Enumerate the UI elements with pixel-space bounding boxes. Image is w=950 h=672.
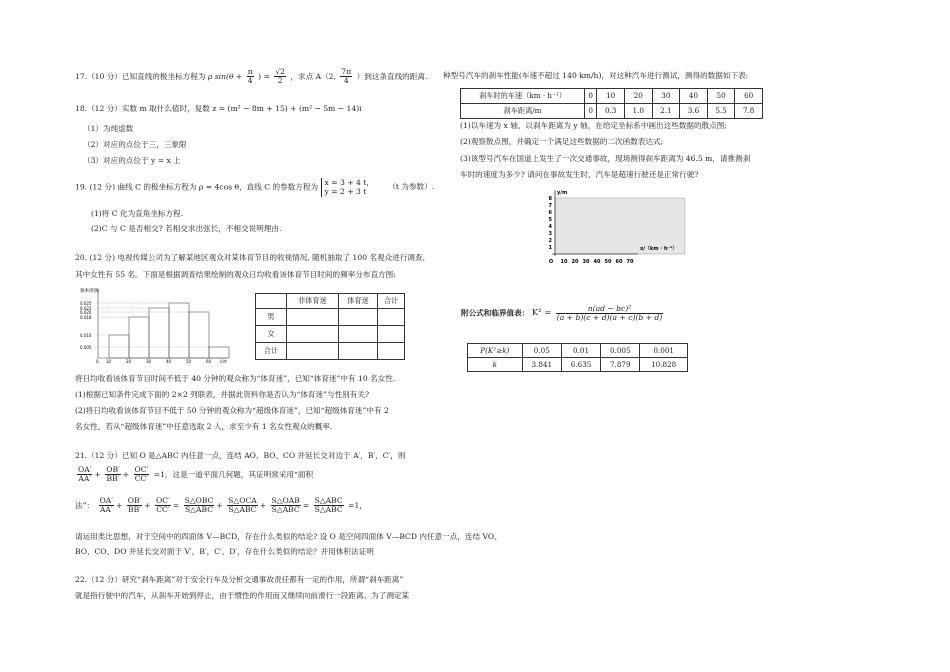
speed-cell: 0 xyxy=(585,89,597,104)
appendix-formula xyxy=(461,305,665,323)
crit-cell: 0.01 xyxy=(561,344,600,358)
hist-ytick: 0.010 xyxy=(80,333,92,338)
speed-cell: 30 xyxy=(652,89,680,104)
q22-line-1: 22.（12 分）研究“刹车距离”对于安全行车及分析交通事故责任都有一定的作用，所谓“刹车距离” xyxy=(75,575,404,584)
plot-xtick: O xyxy=(548,259,554,265)
crit-cell: 6.635 xyxy=(561,358,600,372)
hist-ytick: 0.005 xyxy=(80,345,92,350)
crit-cell: P(K²≥k) xyxy=(468,344,523,358)
q20-line-2: 其中女性有 55 名。下面是根据调查结果绘制的观众日均收看该体育节目时间的频率分布直方图: xyxy=(75,270,396,279)
q18-item-3: （3）对应的点位于 y = x 上 xyxy=(83,156,181,165)
q22-item-3: (3)该型号汽车在国道上发生了一次交通事故，现场测得刹车距离为 46.5 m，请推测刹 xyxy=(460,154,751,163)
dist-cell: 3.6 xyxy=(680,104,708,119)
plot-xlabel: x/（km · h⁻¹） xyxy=(640,246,678,252)
q17-frac-sqrt2: $\frac{√2}{2}$ xyxy=(275,67,285,86)
plot-ytick: 7 xyxy=(548,203,552,209)
q21-frac: $\frac{OA'}{AA'}$ xyxy=(99,496,113,515)
hist-ytick: 0.020 xyxy=(80,310,92,315)
crit-cell: 3.841 xyxy=(522,358,561,372)
q22-line-2: 就是指行驶中的汽车，从刹车开始到停止，由于惯性的作用而又继续向前滑行一段距离。为了测定某 xyxy=(75,591,410,600)
q21-line-3-head: 法”： xyxy=(75,500,95,510)
q21-frac: $\frac{OC'}{CC'}$ xyxy=(134,465,149,484)
q21-line-5: BO、CO、DO 并延长交对面于 V′，B′，C′，D′，存在什么类似的结论？并用体积法证明 xyxy=(75,547,374,556)
q17-frac-7pi4: $\frac{7\pi}{4}$ xyxy=(341,67,352,86)
plot-xtick: 70 xyxy=(626,259,634,265)
table-row-label: 男 xyxy=(256,309,287,326)
q17-frac-pi4: $\frac{\pi}{4}$ xyxy=(247,67,253,86)
q22-item-1: (1)以车速为 x 轴，以刹车距离为 y 轴，在给定坐标系中画出这些数据的散点图; xyxy=(460,121,727,130)
q21-line-2: $\frac{OA'}{AA'}$ + $\frac{OB'}{BB'}$ + $\frac{OC'}{CC'}$ =1，这是一道平面几何题，其证明常采用“面积 xyxy=(78,465,314,484)
q21-frac: $\frac{OC'}{CC'}$ xyxy=(156,496,170,515)
table-row-label: 女 xyxy=(256,326,287,343)
table-header: 合计 xyxy=(378,294,405,309)
q17-tail: ）到这条直线的距离. xyxy=(356,71,428,81)
q21-area-frac: $\frac{\text{S△OCA}}{\text{S△ABC}}$ xyxy=(228,496,257,515)
dist-label: 刹车距离/m xyxy=(461,104,585,119)
q21-line-2-tail: =1，这是一道平面几何题，其证明常采用“面积 xyxy=(153,469,314,479)
q18-item-2: （2）对应的点位于三，三象限 xyxy=(83,140,187,149)
hist-xtick: 30 xyxy=(146,359,152,364)
plot-ytick: 2 xyxy=(548,238,552,244)
speed-cell: 10 xyxy=(597,89,625,104)
crit-cell: k xyxy=(468,358,523,372)
hist-xtick: 40 xyxy=(166,359,172,364)
dist-cell: 2.1 xyxy=(652,104,680,119)
crit-cell: 0.001 xyxy=(640,344,688,358)
q22-plot-area xyxy=(540,186,720,270)
plot-ytick: 6 xyxy=(548,210,552,216)
q21-area-frac: $\frac{\text{S△OAB}}{\text{S△ABC}}$ xyxy=(271,496,300,515)
speed-cell: 20 xyxy=(624,89,652,104)
hist-xtick: 20 xyxy=(126,359,132,364)
plot-xtick: 20 xyxy=(571,259,579,265)
plot-xtick: 40 xyxy=(593,259,601,265)
q21-frac: $\frac{OB'}{BB'}$ xyxy=(106,465,120,484)
q21-line-3-tail: =1， xyxy=(348,500,367,510)
q17-eq-mid: ) = xyxy=(258,71,270,81)
plot-xtick: 30 xyxy=(582,259,590,265)
q22-item-4: 车时的速度为多少? 请问在事故发生时，汽车是超速行驶还是正常行驶? xyxy=(460,170,699,179)
dist-cell: 7.8 xyxy=(735,104,763,119)
hist-ytick: 0.025 xyxy=(80,301,92,306)
table-header: 非体育迷 xyxy=(287,294,339,309)
q20-line-1: 20. (12 分) 电视传媒公司为了解某地区观众对某体育节目的收视情况, 随机抽取了 100 名观众进行调查, xyxy=(75,253,426,262)
q19 xyxy=(75,178,434,197)
speed-cell: 50 xyxy=(707,89,735,104)
hist-xtick: 50 xyxy=(186,359,192,364)
crit-cell: 0.005 xyxy=(601,344,640,358)
q21-frac: $\frac{OA'}{AA'}$ xyxy=(78,465,92,484)
crit-cell: 10.828 xyxy=(640,358,688,372)
plot-ytick: 8 xyxy=(548,196,552,202)
hist-xtick: 10 xyxy=(106,359,112,364)
q19-param-system: x = 3 + 4 t， y = 2 + 3 t xyxy=(321,178,374,197)
plot-ytick: 1 xyxy=(548,245,552,251)
appendix-title: 附公式和临界值表： xyxy=(461,308,530,318)
q20-after-1: 将日均收看该体育节目时间不低于 40 分钟的观众称为“体育迷”，已知“体育迷”中有 10 名女性. xyxy=(75,374,396,383)
speed-cell: 60 xyxy=(735,89,763,104)
dist-cell: 5.5 xyxy=(707,104,735,119)
plot-ytick: 5 xyxy=(548,217,552,223)
hist-ylabel: 频率/组距 xyxy=(80,289,100,294)
dist-cell: 1.0 xyxy=(624,104,652,119)
q17 xyxy=(75,68,427,86)
q21-line-4: 请运用类比思想，对于空间中的四面体 V—BCD，存在什么类似的结论? 设 O 是空间四面体 V—BCD 内任意一点，连结 VO、 xyxy=(75,532,502,541)
dist-cell: 0.3 xyxy=(597,104,625,119)
plot-ytick: 3 xyxy=(548,231,552,237)
q22-cont: 种型号汽车的刹车性能(车速不超过 140 km/h)，对这种汽车进行测试，测得的数据如下表: xyxy=(443,71,749,80)
plot-xtick: 50 xyxy=(604,259,612,265)
q21-area-frac: $\frac{\text{S△ABC}}{\text{S△ABC}}$ xyxy=(314,496,343,515)
q19-item-2: (2)C 与 C 是否相交? 若相交求出弦长，不相交说明理由. xyxy=(91,224,282,233)
plot-ylabel: y/m xyxy=(557,190,568,196)
q21-line-3: 法”： $\frac{OA'}{AA'}$ + $\frac{OB'}{BB'}$ + $\frac{OC'}{CC'}$ = $\frac{\text{S△OBC}}{\text{S△ABC}}$ + $\frac{\text{S△OCA}}{\text{S△ABC}}$ + $\frac{\text{S△OAB}}{\text{S△ABC}}$ = $\frac{\text{S△ABC}}{\text{S△ABC}}$ =1， xyxy=(75,496,367,515)
q18-item-1: （1）为纯虚数 xyxy=(83,124,134,133)
hist-xtick: 0 xyxy=(96,359,99,364)
q22-item-2: (2)观察散点图，并确定一个满足这些数据的二次函数表达式; xyxy=(460,137,664,146)
plot-xtick: 60 xyxy=(615,259,623,265)
q22-data-table xyxy=(460,88,763,119)
q21-area-frac: $\frac{\text{S△OBC}}{\text{S△ABC}}$ xyxy=(184,496,214,515)
q20-after-3: (2)将日均收看该体育节目不低于 50 分钟的观众称为“超级体育迷”，已知“超级体育迷”中有 2 xyxy=(75,406,389,415)
q20-histogram xyxy=(76,285,236,365)
table-row-label: 合计 xyxy=(256,343,287,360)
q17-eq-lhs: ρ sin(θ + xyxy=(207,71,243,81)
q20-contingency-table xyxy=(255,293,405,360)
speed-label: 刹车时的车速（km · h⁻¹） xyxy=(461,89,585,104)
q21-frac: $\frac{OB'}{BB'}$ xyxy=(127,496,142,515)
table-header xyxy=(256,294,287,309)
k2-symbol: K² = xyxy=(531,308,552,319)
crit-cell: 0.05 xyxy=(522,344,561,358)
plot-xtick: 10 xyxy=(560,259,568,265)
table-header: 体育迷 xyxy=(338,294,377,309)
q21-line-1: 21.（12 分）已知 O 是△ABC 内任意一点，连结 AO、BO、CO 并延长交对边于 A′，B′，C′，则 xyxy=(75,451,406,460)
q18-label: 18.（12 分）实数 m 取什么值时，复数 z = (m² − 8m + 15) + (m² − 5m − 14)i xyxy=(75,104,362,113)
hist-xunit: 分钟 xyxy=(219,359,227,364)
crit-cell: 7.879 xyxy=(601,358,640,372)
critical-value-table xyxy=(467,343,688,372)
hist-xtick: 60 xyxy=(206,359,212,364)
q20-after-4: 名女性，若从“超级体育迷”中任意选取 2 人，求至少有 1 名女性观众的概率. xyxy=(75,422,333,431)
q19-param: （t 为参数）. xyxy=(388,182,435,192)
q20-after-2: (1)根据已知条件完成下面的 2×2 列联表，并据此资料你是否认为“体育迷”与性别有关? xyxy=(75,390,370,399)
q17-point: ，求点 A（2, xyxy=(290,71,336,81)
hist-ytick: 0.018 xyxy=(80,315,92,320)
k2-frac: $\frac{\text{n(ad − bc)²}}{(a + b)(c + d)(a + c)(b + d)}$ xyxy=(556,304,663,323)
plot-ytick: 4 xyxy=(548,224,552,230)
q19-item-1: (1)将 C 化为直角坐标方程. xyxy=(91,209,184,218)
q17-label: 17.（10 分）已知直线的极坐标方程为 xyxy=(75,71,206,81)
dist-cell: 0 xyxy=(585,104,597,119)
q19-label: 19. (12 分) 曲线 C 的极坐标方程为 ρ = 4cos θ，直线 C 的参数方程为 xyxy=(75,182,319,192)
speed-cell: 40 xyxy=(680,89,708,104)
hist-ytick: 0.022 xyxy=(80,306,92,311)
